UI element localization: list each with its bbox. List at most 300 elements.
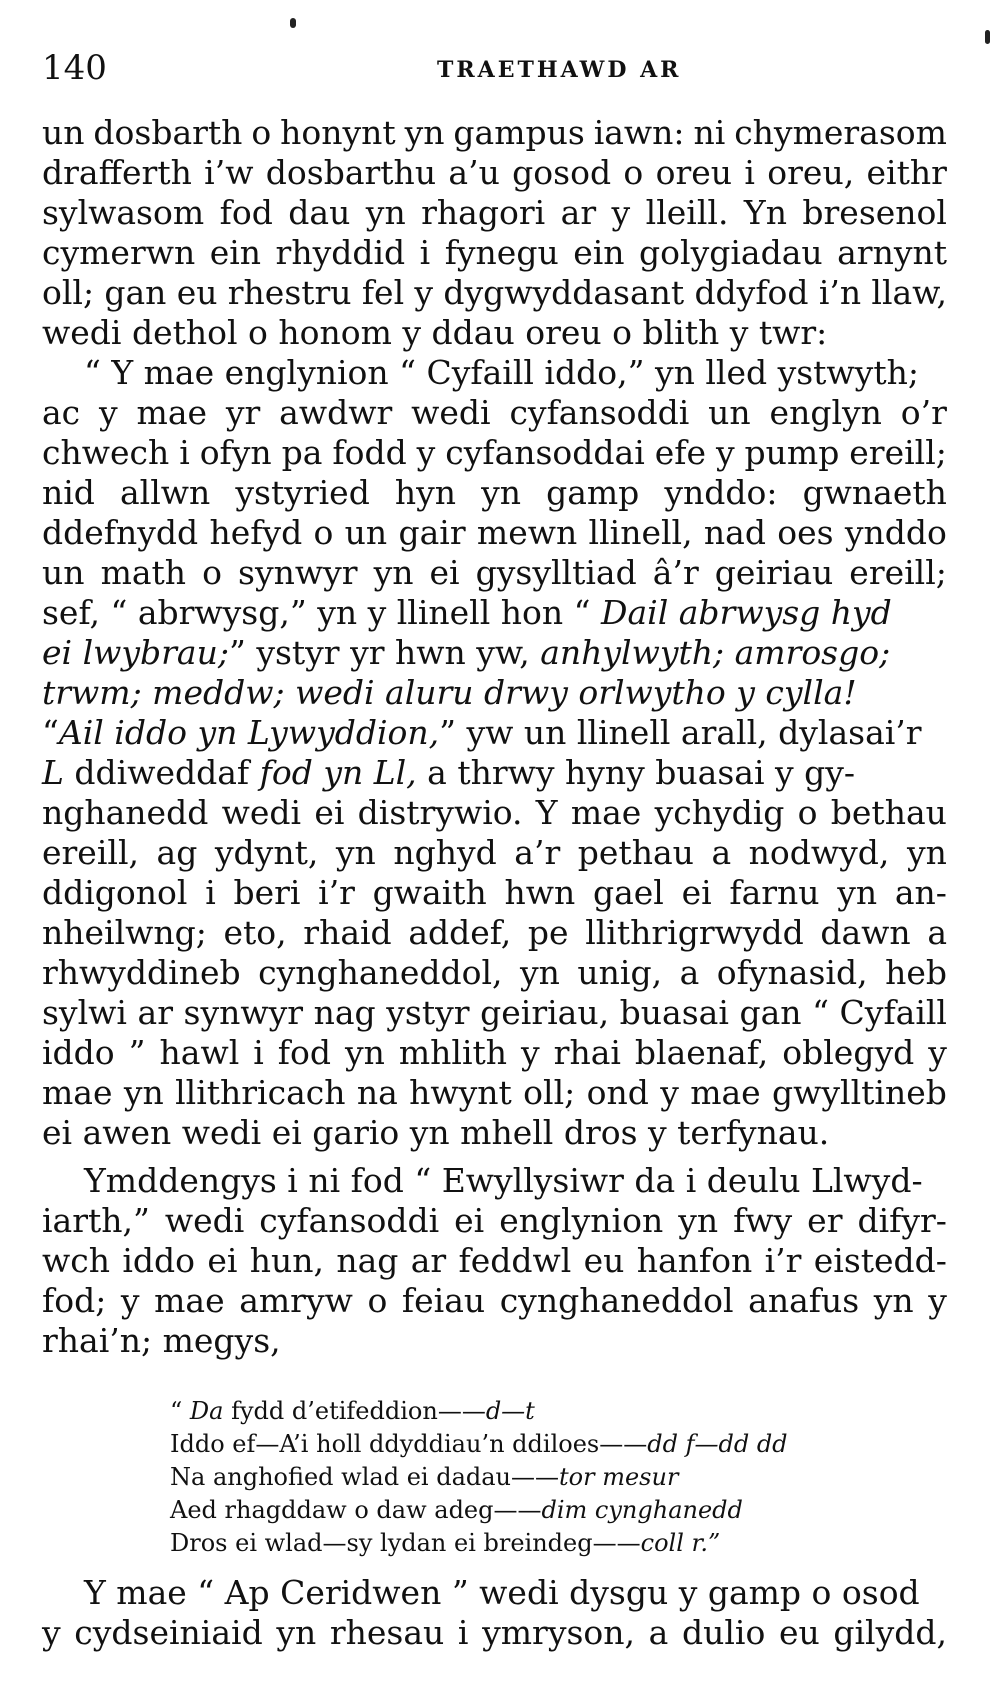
text-line: [42, 833, 947, 873]
word: oll;: [523, 1073, 576, 1112]
word: a: [648, 1613, 669, 1652]
word: wch: [42, 1241, 110, 1280]
word: gwylltineb: [772, 1073, 947, 1112]
tail-text: [42, 1573, 947, 1653]
word: yr: [225, 393, 261, 432]
word: iddo: [122, 1241, 195, 1280]
word: cydseiniaid: [74, 1613, 263, 1652]
italic-text: Da: [189, 1397, 224, 1425]
word: y: [99, 393, 118, 432]
word: nodwyd,: [748, 833, 890, 872]
word: ar: [560, 193, 597, 232]
verse-line: [170, 1395, 930, 1428]
word: ar: [410, 1241, 447, 1280]
word: wedi: [164, 1201, 245, 1240]
word: wedi: [221, 793, 302, 832]
text-line: [42, 1073, 947, 1113]
word: an-: [894, 873, 947, 912]
text-line: [42, 473, 947, 513]
word: Y: [535, 793, 558, 832]
word: y: [416, 433, 436, 472]
word: englynion: [499, 1201, 664, 1240]
word: ofynasid,: [716, 953, 868, 992]
roman-text: ddiweddaf: [63, 753, 260, 792]
word: “: [812, 993, 829, 1032]
line-text: rhai’n; megys,: [42, 1321, 281, 1360]
mixed-line-text: [42, 593, 947, 633]
word: difyr-: [857, 1201, 947, 1240]
word: llithrigrwydd: [585, 913, 804, 952]
word: dosbarth: [93, 113, 243, 152]
word: oes: [777, 513, 834, 552]
word: pa: [281, 433, 323, 472]
word: oblegyd: [782, 1033, 915, 1072]
word: lleill.: [645, 193, 729, 232]
verse-note: dim cynghanedd: [541, 1496, 743, 1524]
word: ofyn: [199, 433, 272, 472]
word: nghyd: [393, 833, 497, 872]
word: rhagori: [421, 193, 546, 232]
word: yn: [873, 1281, 914, 1320]
word: i’r: [318, 873, 355, 912]
word: englyn: [769, 393, 882, 432]
text-line: [42, 593, 947, 633]
word: fod: [277, 1033, 331, 1072]
word: blaenaf,: [634, 1033, 769, 1072]
word: dulio: [681, 1613, 766, 1652]
word: gamp: [546, 473, 640, 512]
word: y: [521, 1033, 540, 1072]
word: rhyddid: [275, 233, 406, 272]
word: yn: [335, 833, 376, 872]
verse-text: Dros ei wlad—sy lydan ei breindeg: [170, 1529, 593, 1557]
word: mae: [690, 1073, 761, 1112]
word: mhlith: [398, 1033, 508, 1072]
text-line: [42, 633, 947, 673]
word: un: [42, 113, 85, 152]
word: y: [414, 273, 434, 312]
word: addef,: [408, 913, 512, 952]
word: na: [356, 1073, 398, 1112]
word: gysylltiad: [475, 553, 637, 592]
word: pump: [744, 433, 840, 472]
word: pe: [527, 913, 569, 952]
page-header: [42, 44, 942, 92]
word: cymerwn: [42, 233, 196, 272]
line-text: Ymddengys i ni fod “ Ewyllysiwr da i deulu Llwyd-: [84, 1161, 923, 1200]
roman-text: a thrwy hyny buasai y gy-: [416, 753, 856, 792]
word: geiriau: [714, 553, 834, 592]
word: hwn: [504, 873, 576, 912]
mixed-line-text: [42, 633, 947, 673]
text-line: [42, 113, 947, 153]
word: i: [419, 233, 431, 272]
word: nag: [313, 993, 376, 1032]
word: i: [457, 1613, 469, 1652]
word: rhesau: [329, 1613, 445, 1652]
word: synwyr: [238, 553, 358, 592]
word: ag: [156, 833, 198, 872]
word: hefyd: [209, 513, 303, 552]
word: buasai: [619, 993, 729, 1032]
line-text: “ Y mae englynion “ Cyfaill iddo,” yn lled ystwyth;: [84, 353, 919, 392]
word: ni: [693, 113, 726, 152]
word: ynddo:: [664, 473, 778, 512]
word: cynghaneddol,: [258, 953, 503, 992]
verse-line: [170, 1494, 930, 1527]
word: un: [42, 553, 85, 592]
text-line: [42, 1241, 947, 1281]
word: ydynt,: [214, 833, 319, 872]
word: o: [313, 513, 334, 552]
word: fod: [219, 193, 273, 232]
roman-text: “: [42, 713, 59, 752]
line-text: Y mae “ Ap Ceridwen ” wedi dysgu y gamp o osod: [84, 1573, 920, 1612]
word: nghanedd: [42, 793, 209, 832]
mixed-line-text: [42, 713, 947, 753]
verse-note: tor mesur: [559, 1463, 679, 1491]
roman-text: fydd d’etifeddion: [223, 1397, 438, 1425]
text-line: [42, 753, 947, 793]
italic-text: Dail abrwysg hyd: [601, 593, 892, 632]
word: y: [928, 1281, 947, 1320]
text-line: [42, 913, 947, 953]
word: Cyfaill: [839, 993, 947, 1032]
word: nheilwng;: [42, 913, 207, 952]
word: er: [807, 1201, 843, 1240]
word: ”: [128, 1033, 146, 1072]
text-line: [42, 433, 947, 473]
word: y: [611, 193, 631, 232]
word: oreu,: [767, 153, 855, 192]
word: mae: [42, 1073, 113, 1112]
word: gampus: [453, 113, 585, 152]
verse-text: Aed rhagddaw o daw adeg: [170, 1496, 494, 1524]
ink-speck: [290, 18, 296, 28]
text-line: [42, 1113, 947, 1153]
word: a: [711, 833, 732, 872]
word: ei: [681, 873, 712, 912]
word: eto,: [223, 913, 287, 952]
mixed-line-text: [42, 673, 947, 713]
word: un: [708, 393, 751, 432]
roman-text: sef, “ abrwysg,” yn y llinell hon “: [42, 593, 602, 632]
word: math: [100, 553, 187, 592]
quote-mark: “: [170, 1397, 190, 1425]
italic-text: ei lwybrau;: [42, 633, 229, 672]
verse-note: dd f—dd dd: [647, 1430, 788, 1458]
italic-text: Ail iddo yn Lywyddion,: [58, 713, 440, 752]
word: iawn:: [593, 113, 685, 152]
word: o: [202, 553, 222, 592]
word: yn: [276, 1613, 317, 1652]
word: y: [120, 1281, 140, 1320]
text-line: [42, 873, 947, 913]
word: o’r: [900, 393, 947, 432]
word: ddefnydd: [42, 513, 199, 552]
word: chwech: [42, 433, 170, 472]
word: hanfon: [636, 1241, 753, 1280]
word: i: [205, 873, 216, 912]
text-line: [42, 993, 947, 1033]
word: yn: [481, 473, 522, 512]
word: ymryson,: [482, 1613, 636, 1652]
word: a: [927, 913, 947, 952]
word: ac: [42, 393, 81, 432]
italic-text: L: [42, 753, 64, 792]
word: bresenol: [802, 193, 947, 232]
word: hyn: [394, 473, 457, 512]
text-line: [42, 793, 947, 833]
word: yn: [520, 953, 560, 992]
word: fynegu: [444, 233, 559, 272]
word: yn: [906, 833, 947, 872]
word: ystyr: [386, 993, 470, 1032]
word: ychydig: [654, 793, 785, 832]
word: nid: [42, 473, 95, 512]
text-line: [42, 273, 947, 313]
word: ei: [454, 1201, 485, 1240]
word: llaw,: [871, 273, 947, 312]
word: bethau: [830, 793, 947, 832]
word: gael: [592, 873, 664, 912]
word: y: [42, 1613, 61, 1652]
line-text: wedi dethol o honom y ddau oreu o blith y twr:: [42, 313, 828, 352]
word: sylwasom: [42, 193, 205, 232]
text-line: [42, 153, 947, 193]
word: dygwyddasant: [443, 273, 685, 312]
text-line: [42, 513, 947, 553]
word: yn: [373, 553, 414, 592]
verse-text: [170, 1397, 438, 1425]
word: feddwl: [458, 1241, 572, 1280]
word: dau: [288, 193, 351, 232]
word: gwnaeth: [802, 473, 947, 512]
word: eu: [778, 1613, 820, 1652]
text-line: [42, 713, 947, 753]
roman-text: ” yw un llinell arall, dylasai’r: [439, 713, 922, 752]
verse-dash: ——: [599, 1430, 648, 1458]
word: allwn: [120, 473, 211, 512]
word: y: [928, 1033, 947, 1072]
text-line: [42, 393, 947, 433]
word: ystyried: [235, 473, 370, 512]
word: awdwr: [279, 393, 393, 432]
word: ereill,: [42, 833, 139, 872]
italic-text: fod yn Ll,: [259, 753, 417, 792]
word: ei: [314, 793, 345, 832]
word: synwyr: [183, 993, 304, 1032]
text-line: [42, 553, 947, 593]
word: mae: [136, 393, 208, 432]
word: rhwyddineb: [42, 953, 241, 992]
word: golygiadau: [639, 233, 823, 272]
roman-text: ” ystyr yr hwn yw,: [228, 633, 541, 672]
word: i: [253, 1033, 264, 1072]
word: nad: [703, 513, 766, 552]
verse-note: d—t: [485, 1397, 535, 1425]
verse-block: [170, 1395, 930, 1560]
word: eistedd-: [813, 1241, 947, 1280]
word: rhaid: [303, 913, 392, 952]
word: distrywio.: [357, 793, 523, 832]
verse-text: Iddo ef—A’i holl ddyddiau’n ddiloes: [170, 1430, 600, 1458]
word: pethau: [577, 833, 694, 872]
word: ddigonol: [42, 873, 188, 912]
word: chymerasom: [734, 113, 947, 152]
word: gilydd,: [833, 1613, 947, 1652]
word: iddo: [42, 1033, 115, 1072]
text-line: [42, 953, 947, 993]
body-text: [42, 113, 947, 1361]
word: un: [344, 513, 388, 552]
word: yn: [837, 873, 878, 912]
word: farnu: [729, 873, 820, 912]
text-line: [42, 233, 947, 273]
text-line: [42, 1613, 947, 1653]
word: gan: [104, 273, 167, 312]
word: drafferth: [42, 153, 192, 192]
verse-note: coll r.”: [640, 1529, 721, 1557]
word: y: [715, 433, 735, 472]
word: yn: [365, 193, 406, 232]
word: fwy: [733, 1201, 793, 1240]
word: wedi: [411, 393, 491, 432]
word: ein: [573, 233, 625, 272]
word: eu: [583, 1241, 625, 1280]
word: cyfansoddai: [445, 433, 645, 472]
word: ddyfod: [694, 273, 809, 312]
word: llithricach: [175, 1073, 346, 1112]
word: gosod: [512, 153, 612, 192]
word: ei: [429, 553, 460, 592]
word: cyfansoddi: [259, 1201, 440, 1240]
word: iarth,”: [42, 1201, 150, 1240]
word: ond: [586, 1073, 649, 1112]
verse-dash: ——: [493, 1496, 542, 1524]
word: i: [744, 153, 755, 192]
word: llinell,: [588, 513, 693, 552]
word: hawl: [159, 1033, 240, 1072]
text-line: [42, 353, 947, 393]
word: cynghaneddol: [499, 1281, 734, 1320]
word: i’r: [764, 1241, 802, 1280]
word: dawn: [820, 913, 911, 952]
mixed-line-text: [42, 753, 947, 793]
word: a’u: [448, 153, 500, 192]
text-line: [42, 673, 947, 713]
word: rhestru: [227, 273, 352, 312]
word: beri: [233, 873, 301, 912]
word: eithr: [866, 153, 947, 192]
verse-dash: ——: [437, 1397, 486, 1425]
word: i: [179, 433, 190, 472]
word: oreu: [655, 153, 733, 192]
word: anafus: [748, 1281, 860, 1320]
word: cyfansoddi: [509, 393, 690, 432]
word: gan: [739, 993, 802, 1032]
word: ereill;: [849, 433, 947, 472]
word: y: [660, 1073, 679, 1112]
text-line: [42, 313, 947, 353]
word: hwynt: [409, 1073, 512, 1112]
text-line: [42, 1321, 947, 1361]
verse-dash: ——: [592, 1529, 641, 1557]
word: gair: [398, 513, 466, 552]
verse-text: Na anghofied wlad ei dadau: [170, 1463, 512, 1491]
word: fodd: [332, 433, 407, 472]
word: o: [251, 113, 272, 152]
word: mewn: [476, 513, 578, 552]
word: hun,: [249, 1241, 324, 1280]
word: eu: [176, 273, 218, 312]
word: dosbarthu: [265, 153, 437, 192]
word: nag: [336, 1241, 399, 1280]
word: unig,: [577, 953, 663, 992]
word: honynt: [280, 113, 396, 152]
word: fel: [361, 273, 405, 312]
page-number: 140: [42, 48, 107, 88]
word: oll;: [42, 273, 95, 312]
word: yn: [404, 113, 445, 152]
word: ereill;: [849, 553, 947, 592]
verse-dash: ——: [511, 1463, 560, 1491]
text-line: [42, 1201, 947, 1241]
word: rhai: [553, 1033, 621, 1072]
word: mae: [570, 793, 642, 832]
verse-line: [170, 1428, 930, 1461]
word: o: [623, 153, 644, 192]
word: efe: [654, 433, 706, 472]
word: yn: [344, 1033, 385, 1072]
word: a’r: [514, 833, 561, 872]
word: geiriau,: [480, 993, 610, 1032]
word: â’r: [652, 553, 699, 592]
word: gwaith: [372, 873, 487, 912]
text-line: [42, 1573, 947, 1613]
italic-text: trwm; meddw; wedi aluru drwy orlwytho y cylla!: [42, 673, 857, 712]
verse-line: [170, 1461, 930, 1494]
text-line: [42, 1161, 947, 1201]
word: yn: [678, 1201, 719, 1240]
paragraph-gap: [42, 1153, 947, 1161]
line-text: ei awen wedi ei gario yn mhell dros y terfynau.: [42, 1113, 830, 1152]
word: o: [367, 1281, 388, 1320]
verse-line: [170, 1527, 930, 1560]
word: ar: [137, 993, 173, 1032]
word: feiau: [401, 1281, 486, 1320]
word: yn: [123, 1073, 164, 1112]
text-line: [42, 193, 947, 233]
word: Yn: [743, 193, 787, 232]
text-line: [42, 1033, 947, 1073]
word: a: [679, 953, 700, 992]
word: i’w: [204, 153, 254, 192]
italic-text: anhylwyth; amrosgo;: [540, 633, 891, 672]
word: mae: [154, 1281, 225, 1320]
word: ynddo: [844, 513, 947, 552]
word: sylwi: [42, 993, 127, 1032]
word: i’n: [818, 273, 862, 312]
word: o: [797, 793, 818, 832]
ink-speck: [985, 30, 990, 44]
running-head: TRAETHAWD AR: [437, 57, 682, 83]
word: fod;: [42, 1281, 107, 1320]
word: arnynt: [837, 233, 947, 272]
word: ein: [209, 233, 262, 272]
word: amryw: [239, 1281, 353, 1320]
text-line: [42, 1281, 947, 1321]
